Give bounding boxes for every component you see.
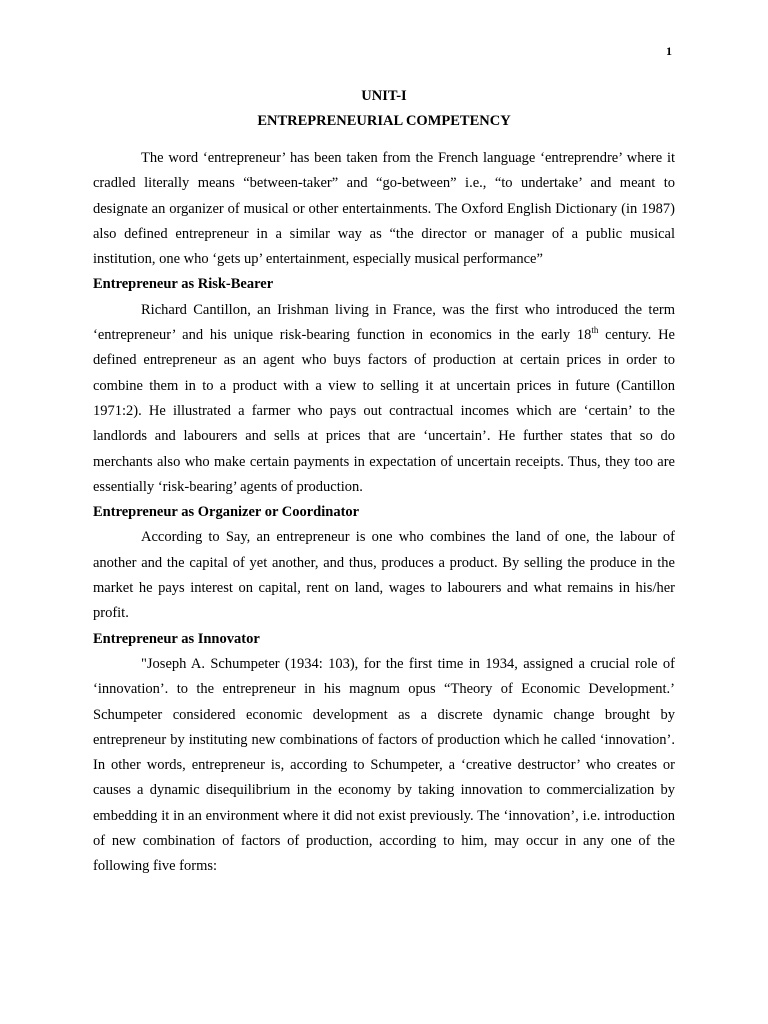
risk-bearer-paragraph xyxy=(93,298,675,500)
page-number: 1 xyxy=(666,44,672,58)
section-heading-risk-bearer: Entrepreneur as Risk-Bearer xyxy=(93,276,274,293)
risk-bearer-text-end: century. He defined entrepreneur as an agent who buys factors of production at certain prices in order to combine them in to a product with a view to selling it at uncertain prices in future (Cantillon 1971:2). He illustrated a farmer who pays out contractual incomes which are ‘certain’ to the landlords and labourers and sells at prices that are ‘uncertain’. He further states that so do merchants also who make certain payments in expectation of uncertain receipts. Thus, they too are essentially ‘risk-bearing’ agents of production. xyxy=(93,327,675,495)
section-heading-innovator: Entrepreneur as Innovator xyxy=(93,630,260,647)
document-body xyxy=(93,86,675,880)
risk-bearer-text-start: Richard Cantillon, an Irishman living in France, was the first who introduced the term ‘entrepreneur’ and his unique risk-bearing function in economics in the early 18 xyxy=(93,301,675,344)
page-title: ENTREPRENEURIAL COMPETENCY xyxy=(257,113,511,129)
superscript-th: th xyxy=(591,325,599,336)
intro-paragraph: The word ‘entrepreneur’ has been taken from the French language ‘entreprendre’ where it cradled literally means “between-taker” and “go-between” i.e., “to undertake’ and meant to designate an organizer of musical or other entertainments. The Oxford English Dictionary (in 1987) also defined entrepreneur in a similar way as “the director or manager of a public musical institution, one who ‘gets up’ entertainment, especially musical performance” xyxy=(93,150,675,268)
innovator-paragraph: "Joseph A. Schumpeter (1934: 103), for the first time in 1934, assigned a crucial role of ‘innovation’. to the entrepreneur in his magnum opus “Theory of Economic Development.’ Schumpeter considered economic development as a discrete dynamic change brought by entrepreneur by instituting new combinations of factors of production which he called ‘innovation’. In other words, entrepreneur is, according to Schumpeter, a ‘creative destructor’ who creates or causes a dynamic disequilibrium in the economy by taking innovation to commercialization by embedding it in an environment where it did not exist previously. The ‘innovation’, i.e. introduction of new combination of factors of production, according to him, may occur in any one of the following five forms: xyxy=(93,655,675,875)
unit-heading: UNIT-I xyxy=(361,88,407,104)
organizer-paragraph: According to Say, an entrepreneur is one who combines the land of one, the labour of another and the capital of yet another, and thus, produces a product. By selling the produce in the market he pays interest on capital, rent on land, wages to labourers and what remains in his/her profit. xyxy=(93,529,675,622)
section-heading-organizer: Entrepreneur as Organizer or Coordinator xyxy=(93,504,360,521)
